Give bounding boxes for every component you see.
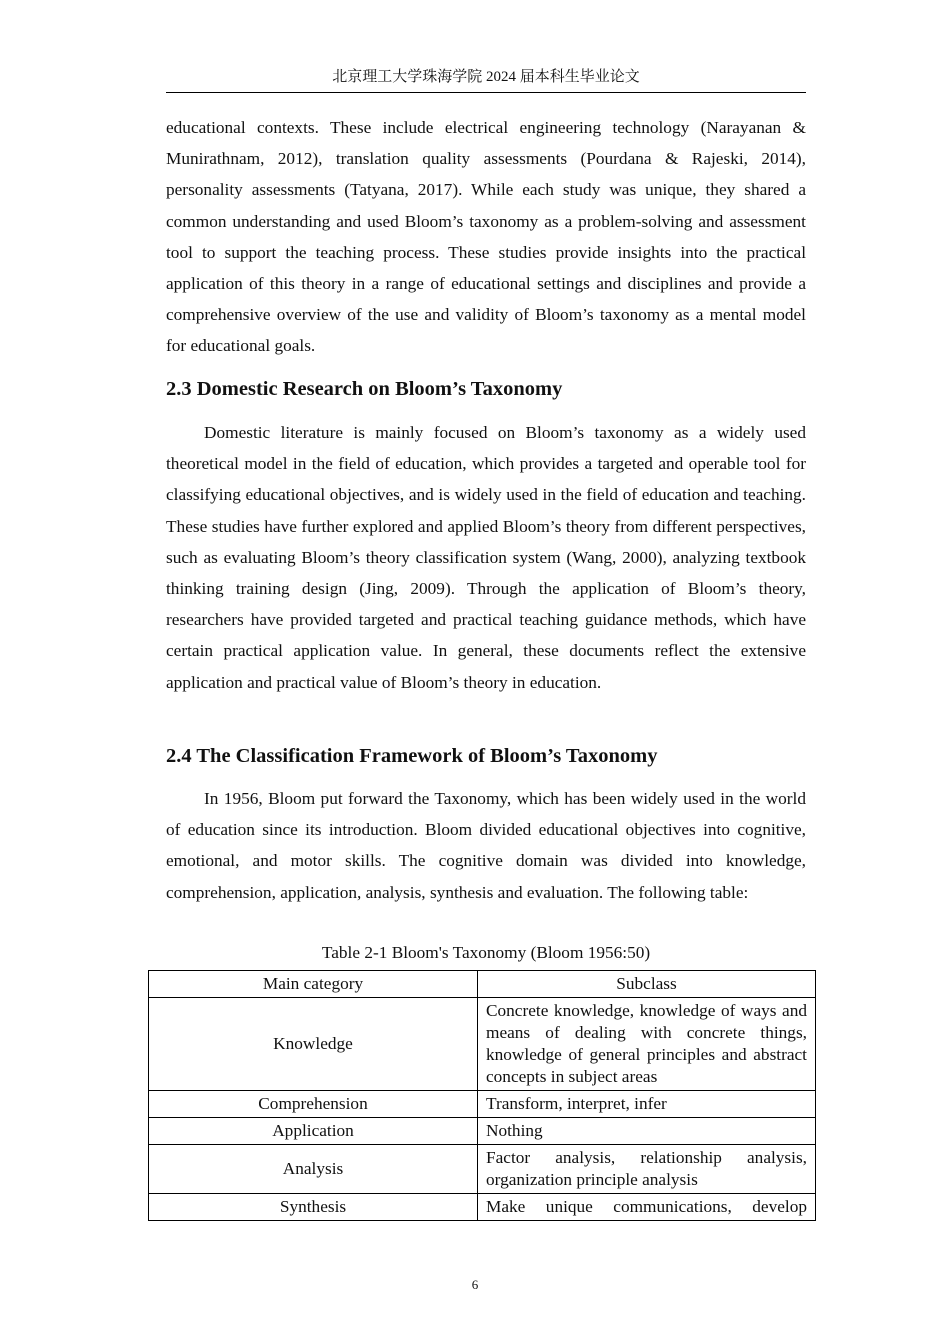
table-header-cell: Main category xyxy=(149,971,478,998)
table-cell-subclass: Factor analysis, relationship analysis, organization principle analysis xyxy=(478,1145,816,1194)
table-cell-category: Analysis xyxy=(149,1145,478,1194)
table-cell-category: Knowledge xyxy=(149,998,478,1091)
table-cell-category: Synthesis xyxy=(149,1194,478,1221)
table-cell-category: Comprehension xyxy=(149,1091,478,1118)
table-header-cell: Subclass xyxy=(478,971,816,998)
page-header: 北京理工大学珠海学院 2024 届本科生毕业论文 xyxy=(166,66,806,93)
paragraph-intro: educational contexts. These include electrical engineering technology (Narayanan & Munirathnam, 2012), translation quality assessments (Pourdana & Rajeski, 2014), personality assessments (Tatyana, 2017). While each study was unique, they shared a common understanding and used Bloom’s taxonomy as a problem-solving and assessment tool to support the teaching process. These studies provide insights into the practical application of this theory in a range of educational settings and disciplines and provide a comprehensive overview of the use and validity of Bloom’s taxonomy as a mental model for educational goals. xyxy=(166,118,806,356)
section-heading-2-3: 2.3 Domestic Research on Bloom’s Taxonomy xyxy=(166,378,563,400)
table-header-row xyxy=(149,971,816,998)
table-cell-subclass: Concrete knowledge, knowledge of ways and means of dealing with concrete things, knowledge of general principles and abstract concepts in subject areas xyxy=(478,998,816,1091)
table-row xyxy=(149,998,816,1091)
table-cell-subclass: Make unique communications, develop xyxy=(478,1194,816,1221)
bloom-taxonomy-table xyxy=(148,970,816,1221)
page-number: 6 xyxy=(471,1277,479,1292)
table-row xyxy=(149,1145,816,1194)
table-cell-subclass: Transform, interpret, infer xyxy=(478,1091,816,1118)
table-cell-subclass: Nothing xyxy=(478,1118,816,1145)
table-caption: Table 2-1 Bloom's Taxonomy (Bloom 1956:50) xyxy=(321,943,651,962)
section-heading-2-4: 2.4 The Classification Framework of Bloom’s Taxonomy xyxy=(166,745,658,767)
table-row xyxy=(149,1091,816,1118)
paragraph-domestic-research: Domestic literature is mainly focused on Bloom’s taxonomy as a widely used theoretical model in the field of education, which provides a targeted and operable tool for classifying educational objectives, and is widely used in the field of education and teaching. These studies have further explored and applied Bloom’s theory from different perspectives, such as evaluating Bloom’s theory classification system (Wang, 2000), analyzing textbook thinking training design (Jing, 2009). Through the application of Bloom’s theory, researchers have provided targeted and practical teaching guidance methods, which have certain practical application value. In general, these documents reflect the extensive application and practical value of Bloom’s theory in education. xyxy=(166,423,806,692)
table-row xyxy=(149,1194,816,1221)
table-cell-category: Application xyxy=(149,1118,478,1145)
paragraph-classification-framework: In 1956, Bloom put forward the Taxonomy, which has been widely used in the world of education since its introduction. Bloom divided educational objectives into cognitive, emotional, and motor skills. The cognitive domain was divided into knowledge, comprehension, application, analysis, synthesis and evaluation. The following table: xyxy=(166,789,806,902)
table-row xyxy=(149,1118,816,1145)
